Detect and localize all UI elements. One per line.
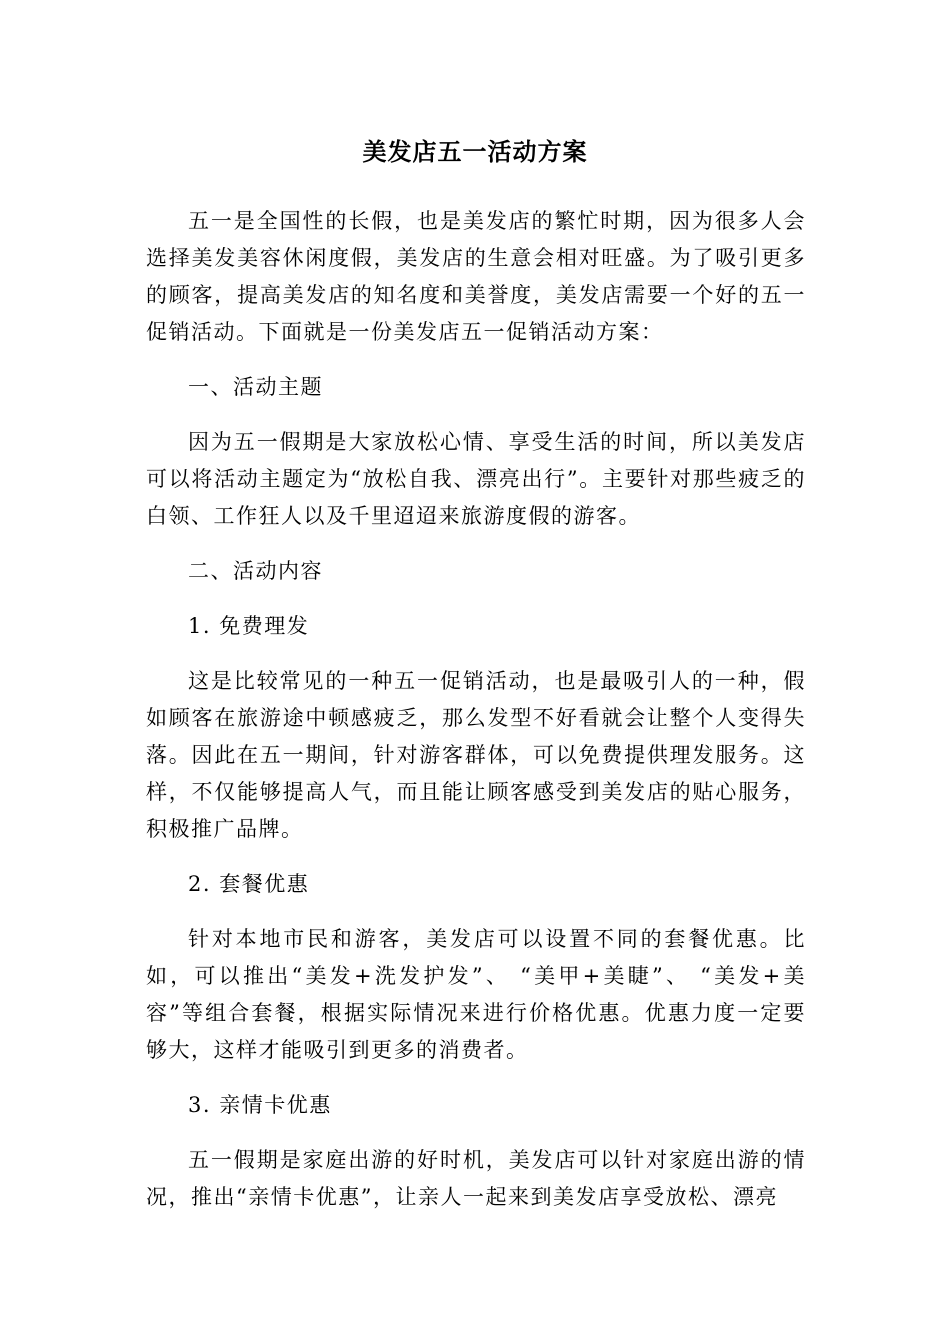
intro-paragraph: 五一是全国性的长假，也是美发店的繁忙时期，因为很多人会选择美发美容休闲度假，美发店的生意会相对旺盛。为了吸引更多的顾客，提高美发店的知名度和美誉度，美发店需要一个好的五一促销活动。下面就是一份美发店五一促销活动方案： [146,209,806,344]
section-heading-theme: 一、活动主题 [188,375,323,399]
subheading-package-discount: 2. 套餐优惠 [188,872,310,896]
document-body [146,203,806,1234]
section-heading-content: 二、活动内容 [188,559,323,583]
subheading-free-haircut: 1. 免费理发 [188,614,310,638]
document-title: 美发店五一活动方案 [362,138,588,166]
family-card-paragraph: 五一假期是家庭出游的好时机，美发店可以针对家庭出游的情况，推出“亲情卡优惠”，让亲人一起来到美发店享受放松、漂亮 [146,1148,806,1209]
free-haircut-paragraph: 这是比较常见的一种五一促销活动，也是最吸引人的一种，假如顾客在旅游途中顿感疲乏，那么发型不好看就会让整个人变得失落。因此在五一期间，针对游客群体，可以免费提供理发服务。这样，不仅能够提高人气，而且能让顾客感受到美发店的贴心服务，积极推广品牌。 [146,669,806,841]
theme-paragraph: 因为五一假期是大家放松心情、享受生活的时间，所以美发店可以将活动主题定为“放松自我、漂亮出行”。主要针对那些疲乏的白领、工作狂人以及千里迢迢来旅游度假的游客。 [146,430,806,528]
package-discount-paragraph: 针对本地市民和游客，美发店可以设置不同的套餐优惠。比如，可以推出“美发+洗发护发”、 “美甲+美睫”、 “美发+美容”等组合套餐，根据实际情况来进行价格优惠。优惠力度一定要够大，这样才能吸引到更多的消费者。 [146,927,806,1062]
subheading-family-card: 3. 亲情卡优惠 [188,1093,332,1117]
